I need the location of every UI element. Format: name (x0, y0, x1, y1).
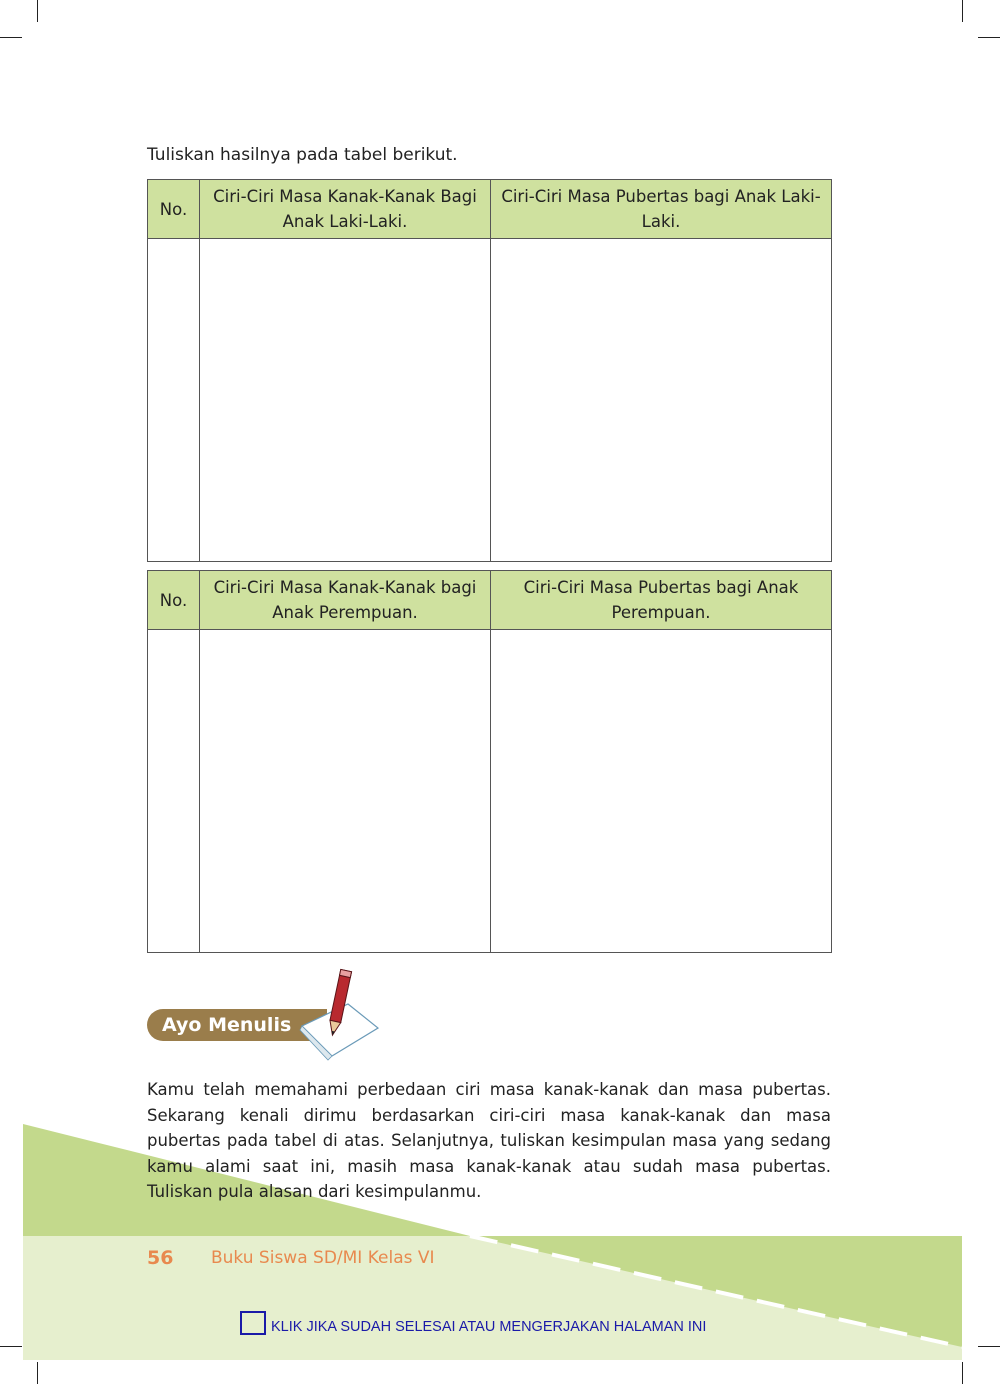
table-girls (147, 570, 832, 953)
cell-childhood-traits[interactable] (200, 239, 491, 562)
page-number: 56 (147, 1247, 174, 1269)
table-header-row (148, 571, 832, 630)
header-childhood-traits-boys: Ciri-Ciri Masa Kanak-Kanak Bagi Anak Laki-Laki. (200, 180, 491, 239)
header-no: No. (148, 571, 200, 630)
header-puberty-traits-girls: Ciri-Ciri Masa Pubertas bagi Anak Perempuan. (491, 571, 832, 630)
completion-checkbox[interactable] (240, 1311, 266, 1335)
section-badge-ayo-menulis: Ayo Menulis (147, 1009, 327, 1041)
cell-no[interactable] (148, 630, 200, 953)
intro-text: Tuliskan hasilnya pada tabel berikut. (147, 145, 458, 165)
cell-childhood-traits[interactable] (200, 630, 491, 953)
table-row (148, 630, 832, 953)
table-row (148, 239, 832, 562)
table-header-row (148, 180, 832, 239)
completion-label[interactable]: KLIK JIKA SUDAH SELESAI ATAU MENGERJAKAN HALAMAN INI (271, 1319, 707, 1335)
header-no: No. (148, 180, 200, 239)
cell-puberty-traits[interactable] (491, 239, 832, 562)
instruction-paragraph: Kamu telah memahami perbedaan ciri masa kanak-kanak dan masa pubertas. Sekarang kenali dirimu berdasarkan ciri-ciri masa kanak-kanak dan masa pubertas pada tabel di atas. Selanjutnya, tuliskan kesimpulan masa yang sedang kamu alami saat ini, masih masa kanak-kanak atau sudah masa pubertas. Tuliskan pula alasan dari kesimpulanmu. (147, 1080, 831, 1201)
book-title: Buku Siswa SD/MI Kelas VI (211, 1248, 435, 1268)
pencil-paper-icon (290, 966, 385, 1062)
cell-puberty-traits[interactable] (491, 630, 832, 953)
table-boys (147, 179, 832, 562)
cell-no[interactable] (148, 239, 200, 562)
header-puberty-traits-boys: Ciri-Ciri Masa Pubertas bagi Anak Laki-Laki. (491, 180, 832, 239)
header-childhood-traits-girls: Ciri-Ciri Masa Kanak-Kanak bagi Anak Perempuan. (200, 571, 491, 630)
